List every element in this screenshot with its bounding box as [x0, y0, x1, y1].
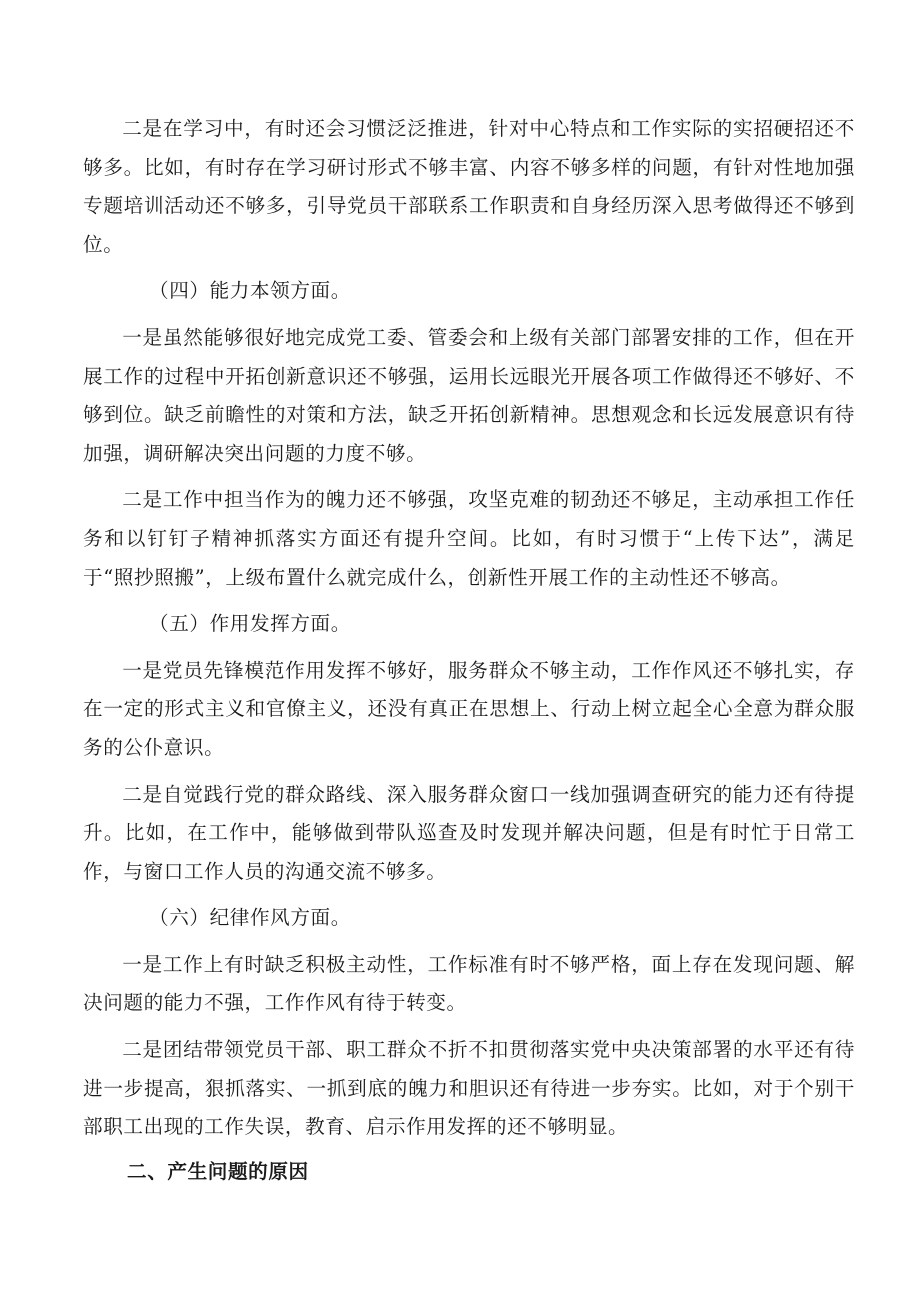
section-heading-causes: 二、产生问题的原因: [127, 1159, 309, 1183]
paragraph-role-one: 一是党员先锋模范作用发挥不够好，服务群众不够主动，工作作风还不够扎实，存在一定的形式主义和官僚主义，还没有真正在思想上、行动上树立起全心全意为群众服务的公仆意识。: [83, 658, 855, 759]
document-body: [83, 110, 855, 1191]
subheading-ability: （四）能力本领方面。: [149, 279, 351, 303]
paragraph-role-two: 二是自觉践行党的群众路线、深入服务群众窗口一线加强调查研究的能力还有待提升。比如，在工作中，能够做到带队巡查及时发现并解决问题，但是有时忙于日常工作，与窗口工作人员的沟通交流不够多。: [83, 782, 855, 883]
paragraph-study-issue: 二是在学习中，有时还会习惯泛泛推进，针对中心特点和工作实际的实招硬招还不够多。比如，有时存在学习研讨形式不够丰富、内容不够多样的问题，有针对性地加强专题培训活动还不够多，引导党员干部联系工作职责和自身经历深入思考做得还不够到位。: [83, 117, 855, 256]
paragraph-ability-one: 一是虽然能够很好地完成党工委、管委会和上级有关部门部署安排的工作，但在开展工作的过程中开拓创新意识还不够强，运用长远眼光开展各项工作做得还不够好、不够到位。缺乏前瞻性的对策和方法，缺乏开拓创新精神。思想观念和长远发展意识有待加强，调研解决突出问题的力度不够。: [83, 325, 855, 465]
subheading-role: （五）作用发挥方面。: [149, 612, 351, 636]
paragraph-discipline-one: 一是工作上有时缺乏积极主动性，工作标准有时不够严格，面上存在发现问题、解决问题的能力不强，工作作风有待于转变。: [83, 952, 855, 1015]
paragraph-ability-two: 二是工作中担当作为的魄力还不够强，攻坚克难的韧劲还不够足，主动承担工作任务和以钉钉子精神抓落实方面还有提升空间。比如，有时习惯于“上传下达”，满足于“照抄照搬”，上级布置什么就完成什么，创新性开展工作的主动性还不够高。: [83, 488, 855, 589]
paragraph-discipline-two: 二是团结带领党员干部、职工群众不折不扣贯彻落实党中央决策部署的水平还有待进一步提高，狠抓落实、一抓到底的魄力和胆识还有待进一步夯实。比如，对于个别干部职工出现的工作失误，教育、启示作用发挥的还不够明显。: [83, 1038, 855, 1139]
subheading-discipline: （六）纪律作风方面。: [149, 906, 351, 930]
